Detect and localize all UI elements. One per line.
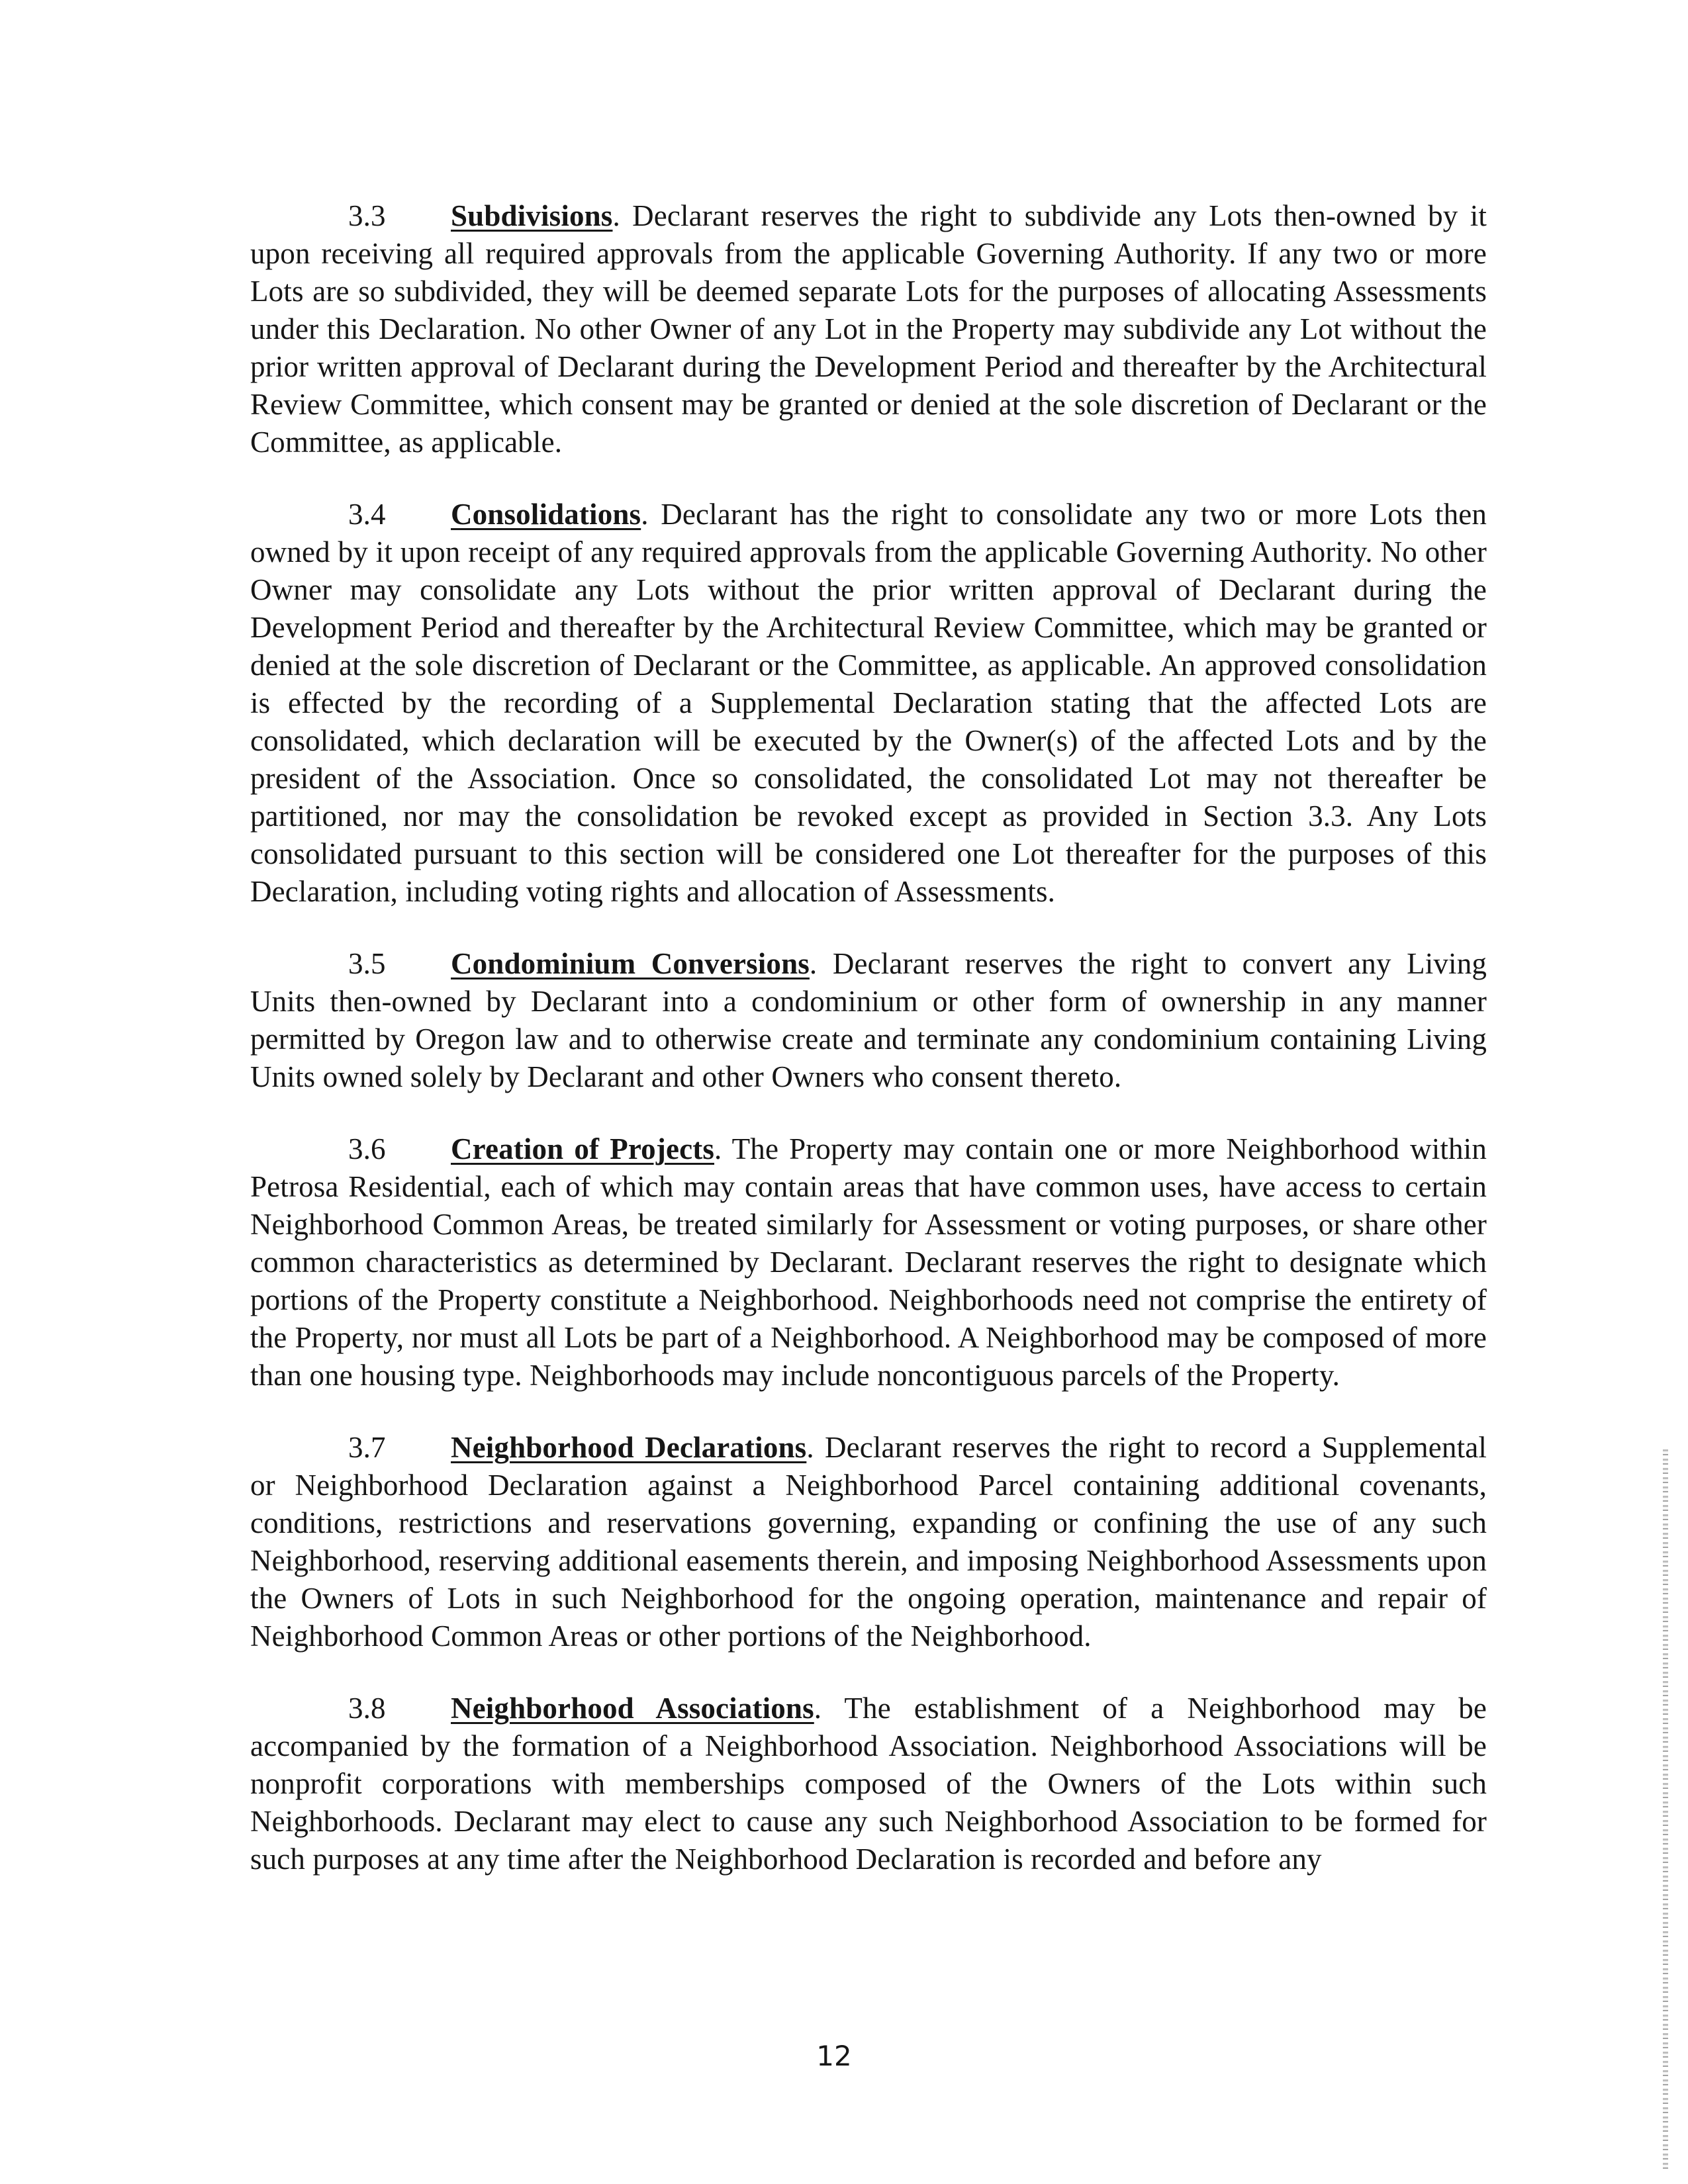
section-text: . Declarant has the right to consolidate any two or more Lots then owned by it upon receipt of any required approvals from the applicable Governing Authority. No other Owner may consolidate any Lots without the prior written approval of Declarant during the Development Period and thereafter by the Architectural Review Committee, which may be granted or denied at the sole discretion of Declarant or the Committee, as applicable. An approved consolidation is effected by the recording of a Supplemental Declaration stating that the affected Lots are consolidated, which declaration will be executed by the Owner(s) of the affected Lots and by the president of the Association. Once so consolidated, the consolidated Lot may not thereafter be partitioned, nor may the consolidation be revoked except as provided in Section 3.3. Any Lots consolidated pursuant to this section will be considered one Lot thereafter for the purposes of this Declaration, including voting rights and allocation of Assessments. bbox=[250, 498, 1487, 908]
section-text: . The Property may contain one or more Neighborhood within Petrosa Residential, each of which may contain areas that have common uses, have access to certain Neighborhood Common Areas, be treated similarly for Assessment or voting purposes, or share other common characteristics as determined by Declarant. Declarant reserves the right to designate which portions of the Property constitute a Neighborhood. Neighborhoods need not comprise the entirety of the Property, nor must all Lots be part of a Neighborhood. A Neighborhood may be composed of more than one housing type. Neighborhoods may include noncontiguous parcels of the Property. bbox=[250, 1132, 1487, 1392]
section-heading: Creation of Projects bbox=[451, 1132, 715, 1165]
section-3-8 bbox=[250, 1690, 1487, 1878]
section-3-7 bbox=[250, 1429, 1487, 1655]
section-heading: Consolidations bbox=[451, 498, 641, 531]
section-text: . Declarant reserves the right to record a Supplemental or Neighborhood Declaration against a Neighborhood Parcel containing additional covenants, conditions, restrictions and reservations governing, expanding or confining the use of any such Neighborhood, reserving additional easements therein, and imposing Neighborhood Assessments upon the Owners of Lots in such Neighborhood for the ongoing operation, maintenance and repair of Neighborhood Common Areas or other portions of the Neighborhood. bbox=[250, 1431, 1487, 1653]
section-3-4 bbox=[250, 496, 1487, 911]
section-number: 3.7 bbox=[348, 1431, 386, 1464]
section-heading: Neighborhood Associations bbox=[451, 1692, 814, 1725]
section-heading: Neighborhood Declarations bbox=[451, 1431, 807, 1464]
section-heading: Subdivisions bbox=[451, 199, 613, 232]
section-text: . Declarant reserves the right to subdivide any Lots then-owned by it upon receiving all required approvals from the applicable Governing Authority. If any two or more Lots are so subdivided, they will be deemed separate Lots for the purposes of allocating Assessments under this Declaration. No other Owner of any Lot in the Property may subdivide any Lot without the prior written approval of Declarant during the Development Period and thereafter by the Architectural Review Committee, which consent may be granted or denied at the sole discretion of Declarant or the Committee, as applicable. bbox=[250, 199, 1487, 459]
section-3-6 bbox=[250, 1130, 1487, 1394]
section-heading: Condominium Conversions bbox=[451, 947, 810, 980]
section-number: 3.8 bbox=[348, 1692, 386, 1725]
section-text: . Declarant reserves the right to convert any Living Units then-owned by Declarant into a condominium or other form of ownership in any manner permitted by Oregon law and to otherwise create and terminate any condominium containing Living Units owned solely by Declarant and other Owners who consent thereto. bbox=[250, 947, 1487, 1093]
section-text: . The establishment of a Neighborhood may be accompanied by the formation of a Neighborhood Association. Neighborhood Associations will be nonprofit corporations with memberships composed of the Owners of the Lots within such Neighborhoods. Declarant may elect to cause any such Neighborhood Association to be formed for such purposes at any time after the Neighborhood Declaration is recorded and before any bbox=[250, 1692, 1487, 1876]
section-number: 3.4 bbox=[348, 498, 386, 531]
section-number: 3.6 bbox=[348, 1132, 386, 1165]
section-3-3 bbox=[250, 197, 1487, 461]
page-number: 12 bbox=[816, 2040, 852, 2072]
scan-edge-artifact bbox=[1663, 1449, 1668, 2171]
document-body bbox=[250, 197, 1487, 1913]
section-3-5 bbox=[250, 945, 1487, 1096]
section-number: 3.3 bbox=[348, 199, 386, 232]
section-number: 3.5 bbox=[348, 947, 386, 980]
